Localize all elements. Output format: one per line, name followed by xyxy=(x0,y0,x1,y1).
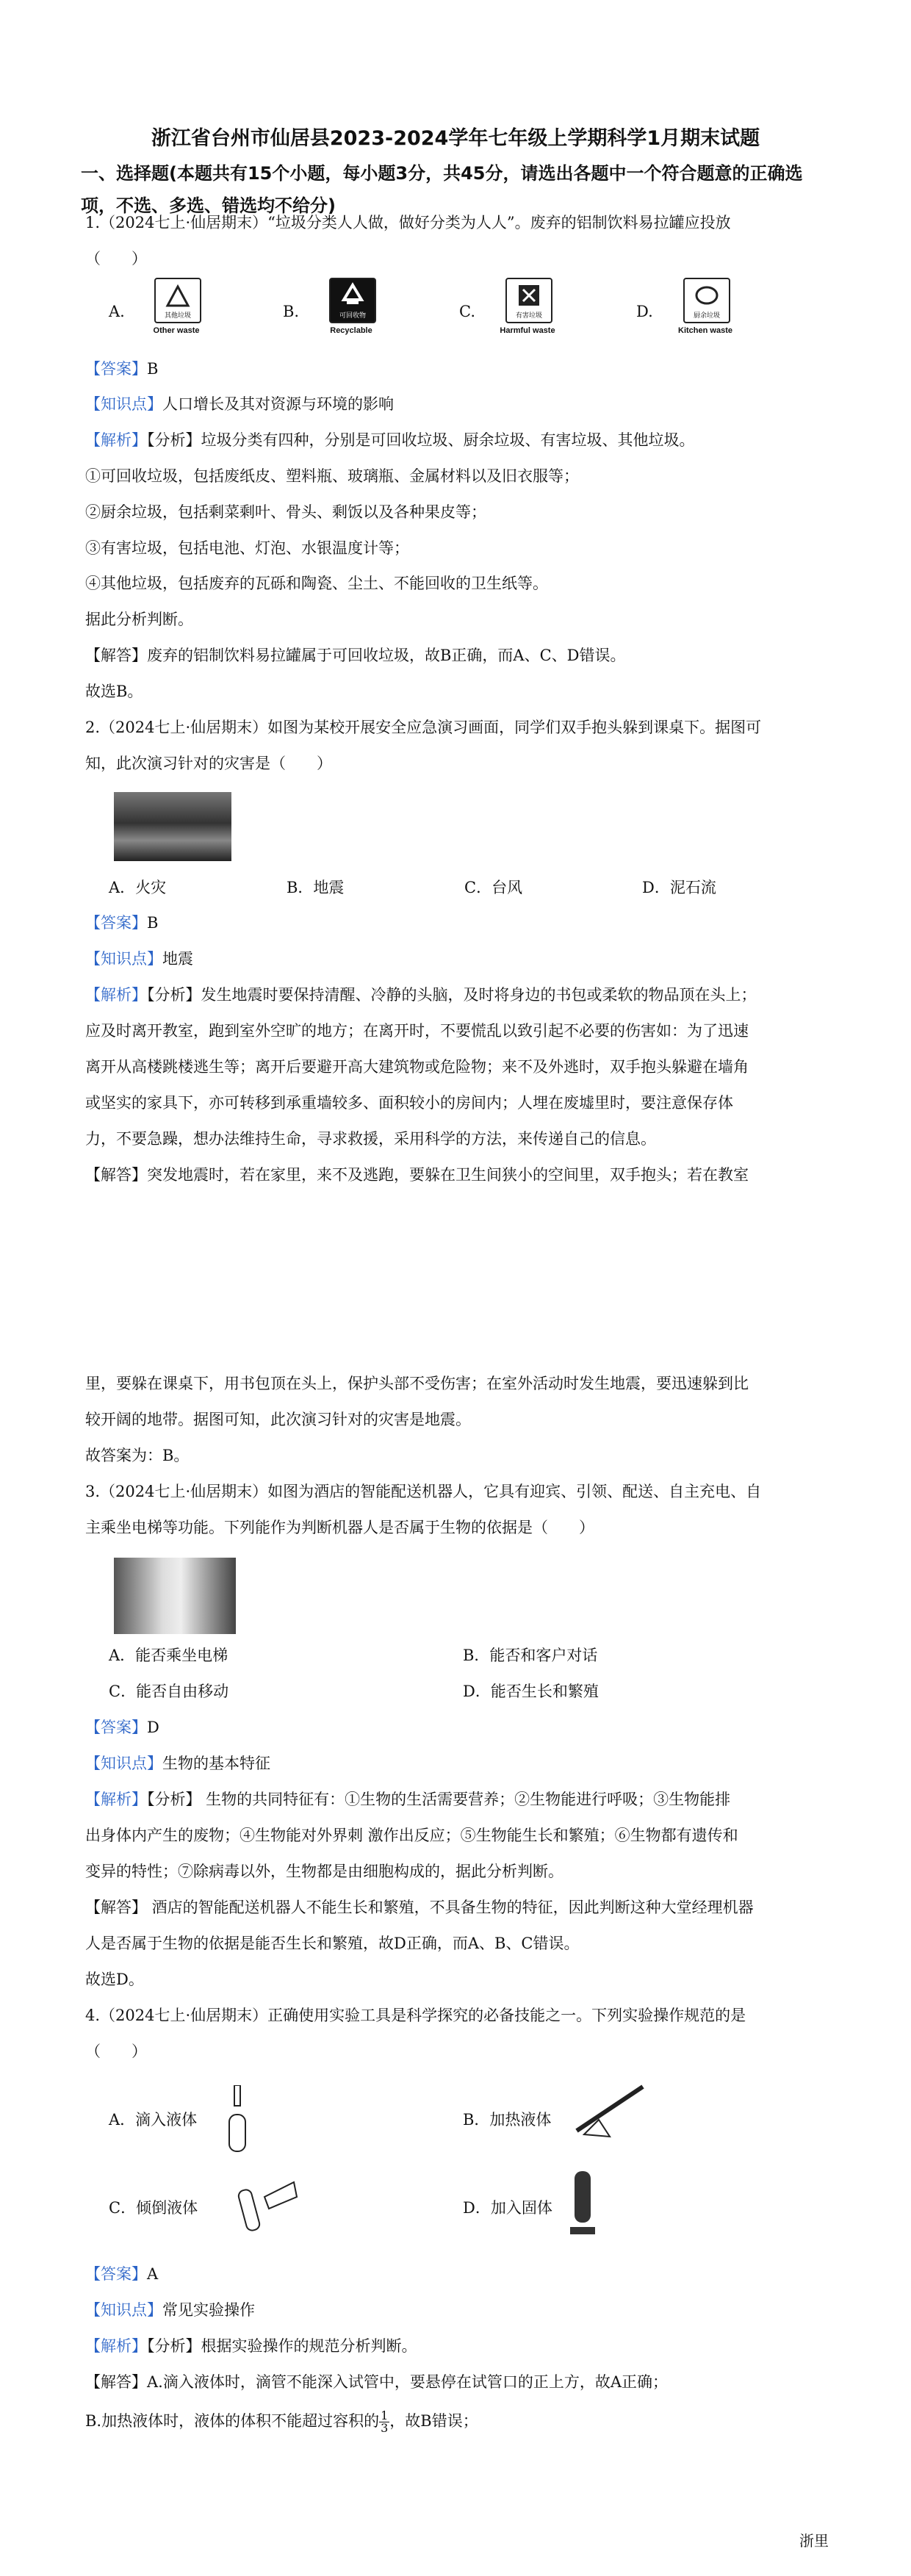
bin-label-kitchen: Kitchen waste xyxy=(678,326,732,335)
q1-knowledge-point xyxy=(85,393,835,415)
answer-tag: 【答案】 xyxy=(85,360,147,378)
q2-analysis-3: 离开从高楼跳楼逃生等；离开后要避开高大建筑物或危险物；来不及外逃时，双手抱头躲避在墙角 xyxy=(85,1058,749,1076)
q1-option-a: A. xyxy=(109,303,125,320)
bin-text-recyclable: 可回收物 xyxy=(339,312,367,320)
q3-stem-2: 主乘坐电梯等功能。下列能作为判断机器人是否属于生物的依据是（ ） xyxy=(85,1519,594,1536)
q3-knowledge-point xyxy=(85,1752,835,1774)
q2-option-c: C．台风 xyxy=(464,879,523,896)
page-footer: 浙里 xyxy=(799,2532,829,2550)
pouring-liquid-icon xyxy=(235,2175,301,2234)
q3-analysis-1 xyxy=(85,1788,835,1810)
knowledge-tag: 【知识点】 xyxy=(85,395,162,413)
q2-stem-2: 知，此次演习针对的灾害是（ ） xyxy=(85,755,332,772)
recyclable-bin-icon xyxy=(319,278,384,342)
q1-stem-1: 1.（2024七上·仙居期末）“垃圾分类人人做，做好分类为人人”。废弃的铝制饮料易拉罐应投放 xyxy=(85,214,731,231)
q1-analysis-1 xyxy=(85,429,835,451)
answer-tag: 【答案】 xyxy=(85,2265,147,2283)
heating-liquid-icon xyxy=(569,2079,658,2138)
q2-option-a: A．火灾 xyxy=(109,879,167,896)
q1-answer xyxy=(85,358,835,380)
bin-text-harmful: 有害垃圾 xyxy=(515,312,543,320)
q4-option-a: A．滴入液体 xyxy=(109,2111,198,2129)
analysis-tag: 【解析】 xyxy=(85,2337,147,2355)
section-heading: 一、选择题(本题共有15个小题，每小题3分，共45分，请选出各题中一个符合题意的正确选项，不选、多选、错选均不给分) xyxy=(81,163,803,216)
analysis-text: 【分析】根据实验操作的规范分析判断。 xyxy=(147,2337,417,2355)
q2-option-d: D．泥石流 xyxy=(642,879,716,896)
knowledge-tag: 【知识点】 xyxy=(85,2301,162,2319)
analysis-text: 【分析】发生地震时要保持清醒、冷静的头脑，及时将身边的书包或柔软的物品顶在头上； xyxy=(147,986,757,1004)
bin-label-recyclable: Recyclable xyxy=(330,326,372,335)
bin-label-harmful: Harmful waste xyxy=(500,326,555,335)
q3-option-c: C．能否自由移动 xyxy=(109,1683,229,1700)
fraction-numerator: 1 xyxy=(381,2408,389,2422)
kitchen-waste-bin-icon xyxy=(673,278,738,342)
analysis-tag: 【解析】 xyxy=(85,431,147,449)
q4-knowledge-point xyxy=(85,2299,835,2321)
knowledge-value: 生物的基本特征 xyxy=(162,1755,270,1772)
q1-analysis-2: ①可回收垃圾，包括废纸皮、塑料瓶、玻璃瓶、金属材料以及旧衣服等； xyxy=(85,467,579,485)
answer-value: D xyxy=(147,1719,159,1736)
page-title: 浙江省台州市仙居县2023-2024学年七年级上学期科学1月期末试题 xyxy=(151,127,760,150)
q3-option-d: D．能否生长和繁殖 xyxy=(463,1683,599,1700)
q4-solution-2 xyxy=(85,2410,835,2434)
analysis-text: 【分析】 生物的共同特征有：①生物的生活需要营养；②生物能进行呼吸；③生物能排 xyxy=(147,1791,731,1808)
q3-stem-1: 3.（2024七上·仙居期末）如图为酒店的智能配送机器人，它具有迎宾、引领、配送、自主充电、自 xyxy=(85,1483,762,1500)
bin-text-other: 其他垃圾 xyxy=(164,312,192,320)
answer-tag: 【答案】 xyxy=(85,1719,147,1736)
q1-analysis-6: 据此分析判断。 xyxy=(85,611,193,628)
answer-tag: 【答案】 xyxy=(85,914,147,932)
q1-option-c: C. xyxy=(459,303,475,320)
adding-solid-icon xyxy=(566,2171,599,2237)
q3-analysis-3: 变异的特性；⑦除病毒以外，生物都是由细胞构成的，据此分析判断。 xyxy=(85,1863,563,1880)
q2-knowledge-point xyxy=(85,948,835,970)
bin-label-other: Other waste xyxy=(153,326,200,335)
q1-analysis-4: ③有害垃圾，包括电池、灯泡、水银温度计等； xyxy=(85,539,409,557)
q2-analysis-5: 力，不要急躁，想办法维持生命，寻求救援，采用科学的方法，来传递自己的信息。 xyxy=(85,1130,656,1148)
q3-conclusion: 故选D。 xyxy=(85,1971,144,1988)
q1-stem-2: （ ） xyxy=(85,250,147,267)
earthquake-drill-photo xyxy=(114,792,231,861)
q2-analysis-4: 或坚实的家具下，亦可转移到承重墙较多、面积较小的房间内；人埋在废墟里时，要注意保存体 xyxy=(85,1094,733,1112)
q2-conclusion: 故答案为：B。 xyxy=(85,1447,190,1464)
q2-solution-2: 里，要躲在课桌下，用书包顶在头上，保护头部不受伤害；在室外活动时发生地震，要迅速躲到比 xyxy=(85,1375,749,1392)
q4-option-b: B．加热液体 xyxy=(463,2111,552,2129)
fraction-denominator: 3 xyxy=(381,2421,389,2435)
q2-solution-1: 【解答】突发地震时，若在家里，来不及逃跑，要躲在卫生间狭小的空间里，双手抱头；若在教室 xyxy=(85,1166,749,1184)
q4-option-c: C．倾倒液体 xyxy=(109,2199,198,2217)
q4-answer xyxy=(85,2263,835,2285)
bin-text-kitchen: 厨余垃圾 xyxy=(693,312,721,320)
q4-stem-1: 4.（2024七上·仙居期末）正确使用实验工具是科学探究的必备技能之一。下列实验操作规范的是 xyxy=(85,2007,746,2024)
delivery-robot-photo xyxy=(114,1558,236,1634)
analysis-text: 【分析】垃圾分类有四种，分别是可回收垃圾、厨余垃圾、有害垃圾、其他垃圾。 xyxy=(147,431,695,449)
solution-text: B.加热液体时，液体的体积不能超过容积的 xyxy=(85,2412,380,2430)
q3-analysis-2: 出身体内产生的废物；④生物能对外界刺 激作出反应；⑤生物能生长和繁殖；⑥生物都有遗传和 xyxy=(85,1827,738,1844)
q4-stem-2: （ ） xyxy=(85,2043,147,2060)
analysis-tag: 【解析】 xyxy=(85,1791,147,1808)
q2-analysis-1 xyxy=(85,984,835,1006)
q2-stem-1: 2.（2024七上·仙居期末）如图为某校开展安全应急演习画面，同学们双手抱头躲到课桌下。据图可 xyxy=(85,719,762,736)
q4-option-d: D．加入固体 xyxy=(463,2199,552,2217)
q1-solution: 【解答】废弃的铝制饮料易拉罐属于可回收垃圾，故B正确，而A、C、D错误。 xyxy=(85,647,626,664)
answer-value: B xyxy=(147,360,159,378)
q1-conclusion: 故选B。 xyxy=(85,683,143,700)
q4-solution-1: 【解答】A.滴入液体时，滴管不能深入试管中，要悬停在试管口的正上方，故A正确； xyxy=(85,2373,669,2391)
harmful-waste-bin-icon xyxy=(495,278,560,342)
q3-solution-2: 人是否属于生物的依据是能否生长和繁殖，故D正确，而A、B、C错误。 xyxy=(85,1935,580,1952)
other-waste-bin-icon xyxy=(144,278,209,342)
fraction xyxy=(379,2410,389,2434)
q2-option-b: B．地震 xyxy=(287,879,345,896)
q1-option-b: B. xyxy=(283,303,300,320)
q3-option-b: B．能否和客户对话 xyxy=(463,1647,598,1664)
q3-answer xyxy=(85,1716,835,1738)
knowledge-tag: 【知识点】 xyxy=(85,1755,162,1772)
dropper-test-tube-icon xyxy=(220,2085,254,2153)
q2-answer xyxy=(85,912,835,934)
knowledge-tag: 【知识点】 xyxy=(85,950,162,968)
q2-solution-3: 较开阔的地带。据图可知，此次演习针对的灾害是地震。 xyxy=(85,1411,471,1428)
knowledge-value: 人口增长及其对资源与环境的影响 xyxy=(162,395,394,413)
analysis-tag: 【解析】 xyxy=(85,986,147,1004)
answer-value: A xyxy=(147,2265,159,2283)
q2-analysis-2: 应及时离开教室，跑到室外空旷的地方；在离开时，不要慌乱以致引起不必要的伤害如：为了迅速 xyxy=(85,1022,749,1040)
q1-analysis-3: ②厨余垃圾，包括剩菜剩叶、骨头、剩饭以及各种果皮等； xyxy=(85,503,486,521)
knowledge-value: 常见实验操作 xyxy=(162,2301,255,2319)
knowledge-value: 地震 xyxy=(162,950,193,968)
q3-option-a: A．能否乘坐电梯 xyxy=(109,1647,228,1664)
solution-text-tail: ，故B错误； xyxy=(389,2412,478,2430)
answer-value: B xyxy=(147,914,159,932)
q1-analysis-5: ④其他垃圾，包括废弃的瓦砾和陶瓷、尘土、不能回收的卫生纸等。 xyxy=(85,575,548,592)
q3-solution-1: 【解答】 酒店的智能配送机器人不能生长和繁殖，不具备生物的特征，因此判断这种大堂经理机器 xyxy=(85,1899,754,1916)
q1-option-d: D. xyxy=(636,303,653,320)
q4-analysis-1 xyxy=(85,2335,835,2357)
